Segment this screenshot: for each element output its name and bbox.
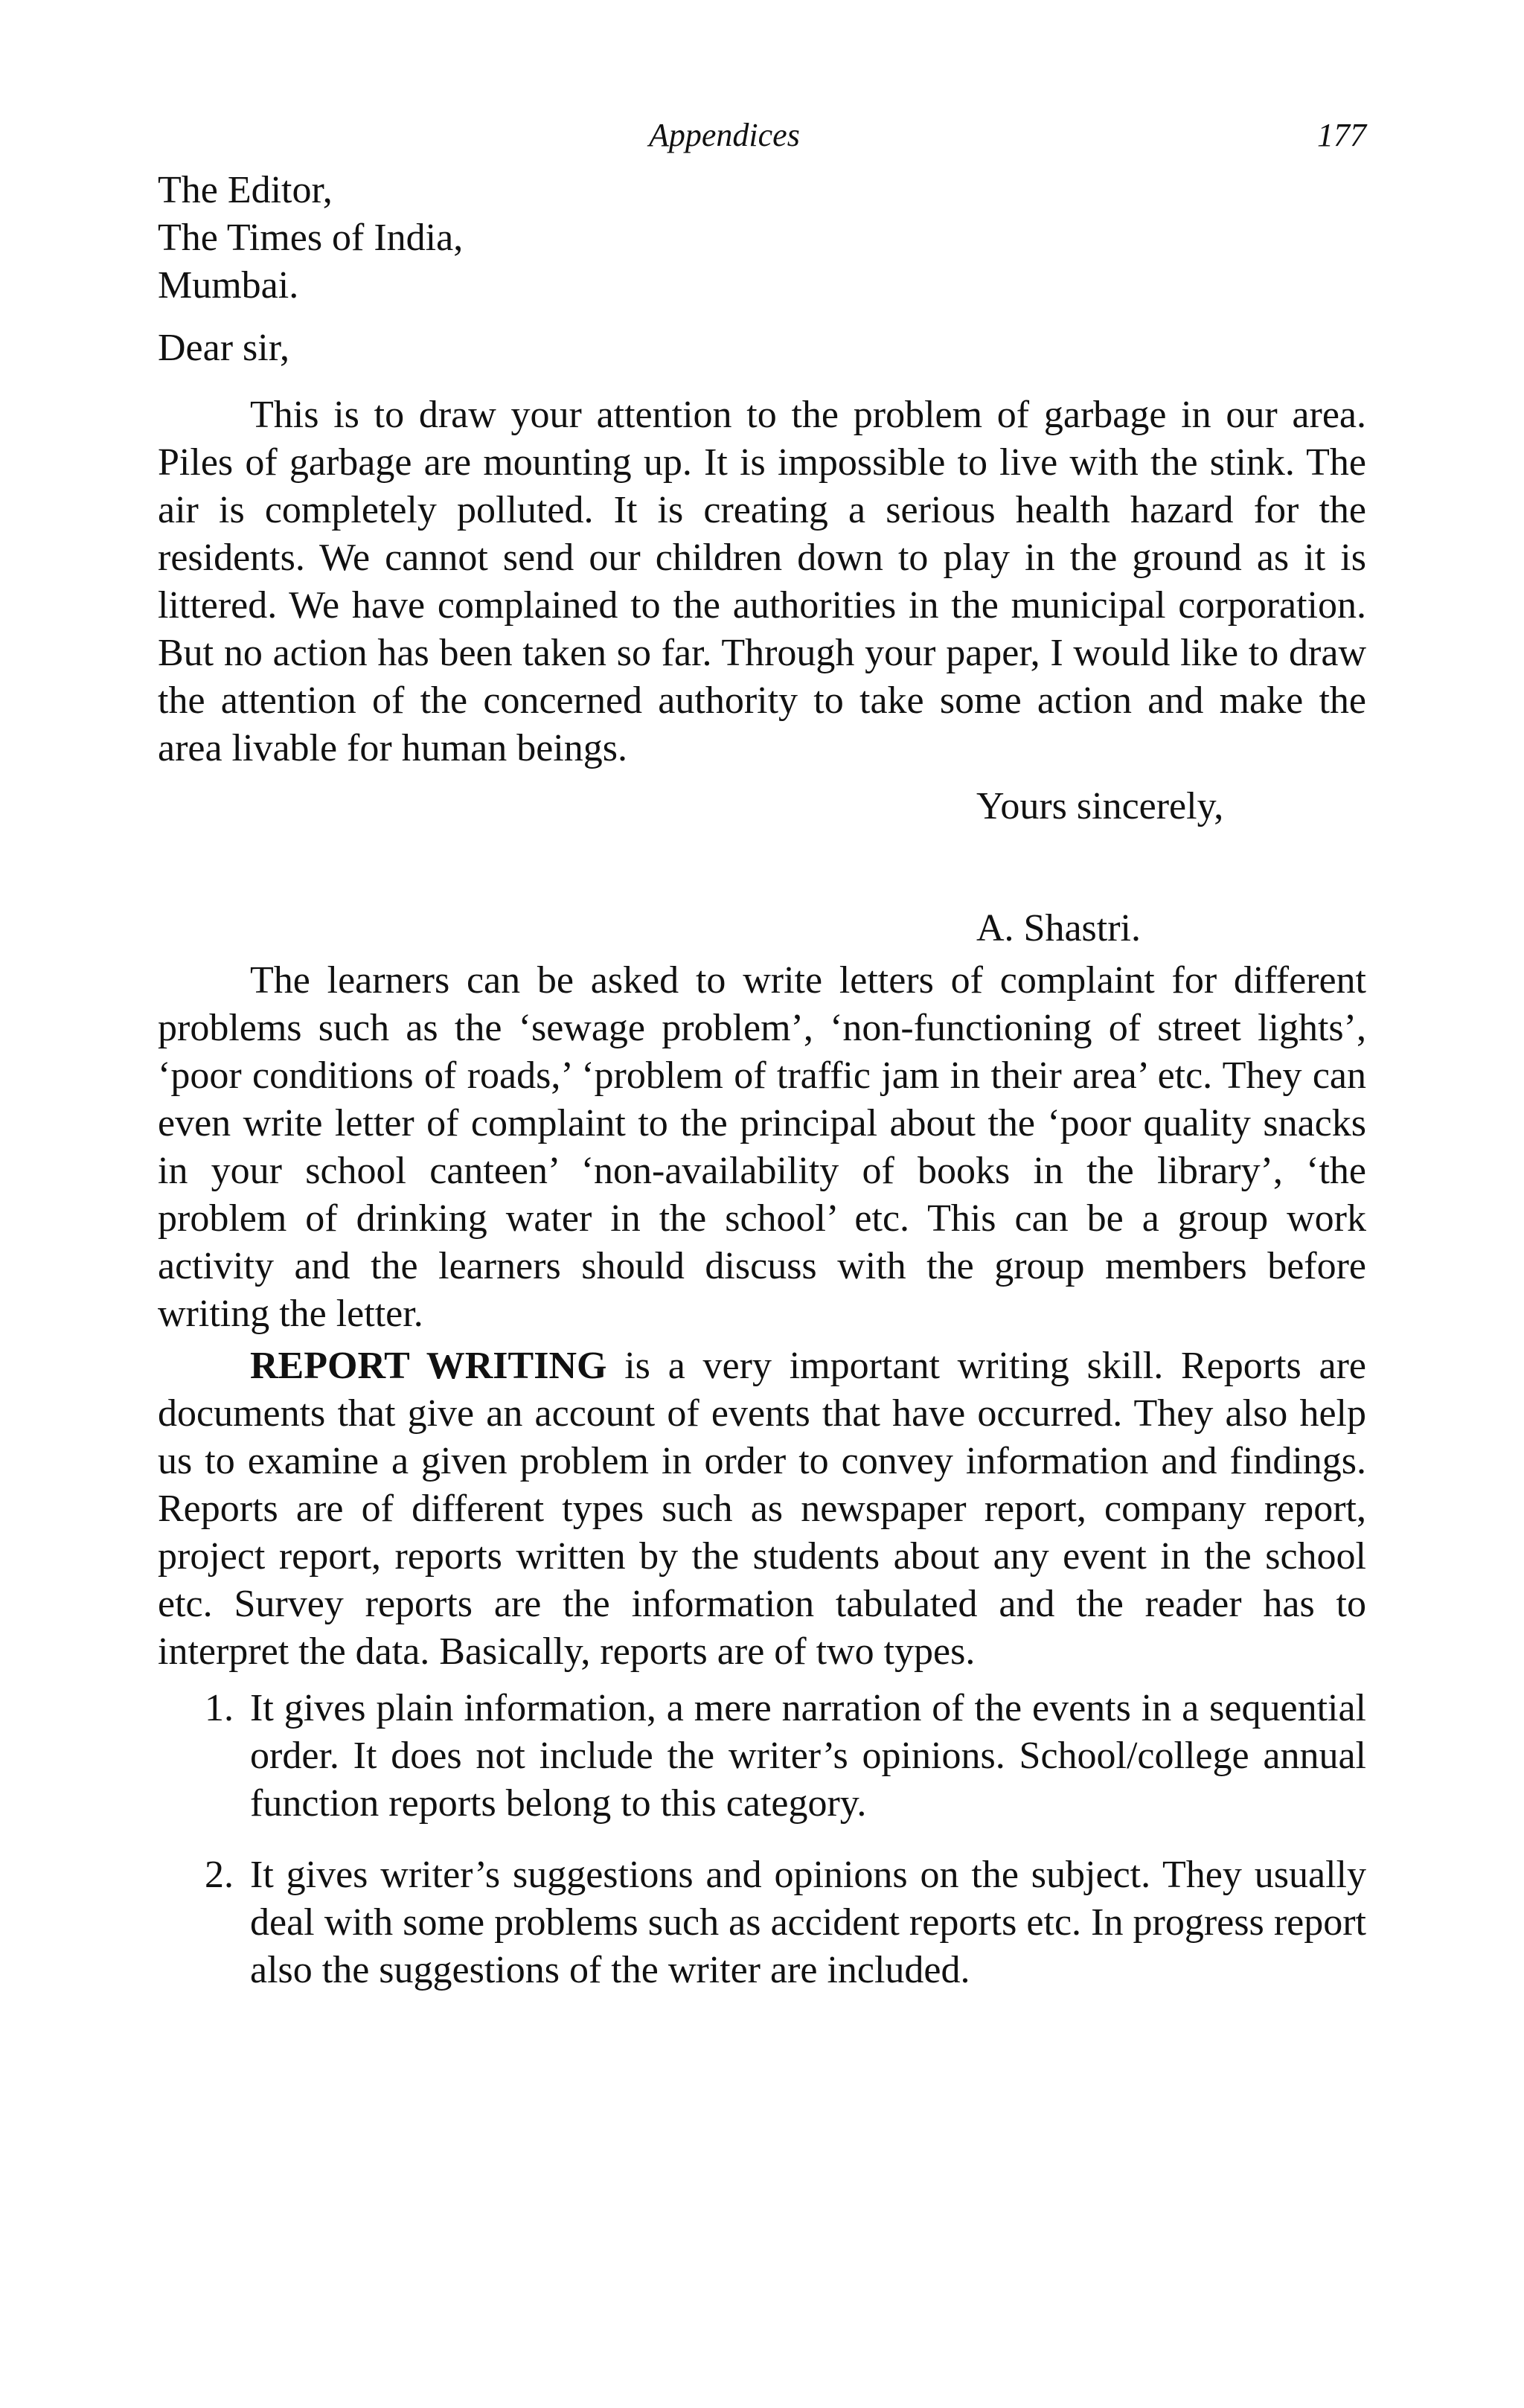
list-item xyxy=(158,1685,1366,1828)
letter-signature: A. Shastri. xyxy=(976,907,1141,950)
list-item-text: It gives writer’s suggestions and opinions on the subject. They usually deal with some problems such as accident reports etc. In progress report also the suggestions of the writer are included. xyxy=(250,1854,1366,1991)
report-writing-paragraph xyxy=(158,1342,1366,1676)
report-types-list xyxy=(158,1685,1366,1994)
complaint-paragraph: The learners can be asked to write letters of complaint for different problems such as the ‘sewage problem’, ‘non-functioning of street lights’, ‘poor conditions of roads,’ ‘problem of traffic jam in their area’ etc. They can even write letter of complaint to the principal about the ‘poor quality snacks in your school canteen’ ‘non-availability of books in the library’, ‘the problem of drinking water in the school’ etc. This can be a group work activity and the learners should discuss with the group members before writing the letter. xyxy=(158,959,1366,1335)
page-number: 177 xyxy=(1317,117,1366,153)
document-page xyxy=(158,112,1366,2018)
running-title: Appendices xyxy=(649,117,800,153)
list-item-text: It gives plain information, a mere narration of the events in a sequential order. It does not include the writer’s opinions. School/college annual function reports belong to this category. xyxy=(250,1687,1366,1825)
report-writing-text: is a very important writing skill. Reports are documents that give an account of events that have occurred. They also help us to examine a given problem in order to convey information and findings. Reports are of different types such as newspaper report, company report, project report, reports written by the students about any event in the school etc. Survey reports are the information tabulated and the reader has to interpret the data. Basically, reports are of two types. xyxy=(158,1345,1367,1673)
list-item-number: 2. xyxy=(205,1854,234,1896)
report-writing-heading: REPORT WRITING xyxy=(250,1345,607,1387)
address-line: Mumbai. xyxy=(158,264,299,307)
letter-address xyxy=(158,167,1366,310)
list-item-number: 1. xyxy=(205,1687,234,1729)
list-item xyxy=(158,1851,1366,1994)
letter-closing: Yours sincerely, xyxy=(976,785,1224,827)
address-line: The Times of India, xyxy=(158,217,464,259)
running-header xyxy=(158,112,1366,159)
letter-salutation: Dear sir, xyxy=(158,327,289,369)
letter-body: This is to draw your attention to the problem of garbage in our area. Piles of garbage are mounting up. It is impossible to live with the stink. The air is completely polluted. It is creating a serious health hazard for the residents. We cannot send our children down to play in the ground as it is littered. We have complained to the authorities in the municipal corporation. But no action has been taken so far. Through your paper, I would like to draw the attention of the concerned authority to take some action and make the area livable for human beings. xyxy=(158,394,1366,769)
address-line: The Editor, xyxy=(158,169,333,211)
